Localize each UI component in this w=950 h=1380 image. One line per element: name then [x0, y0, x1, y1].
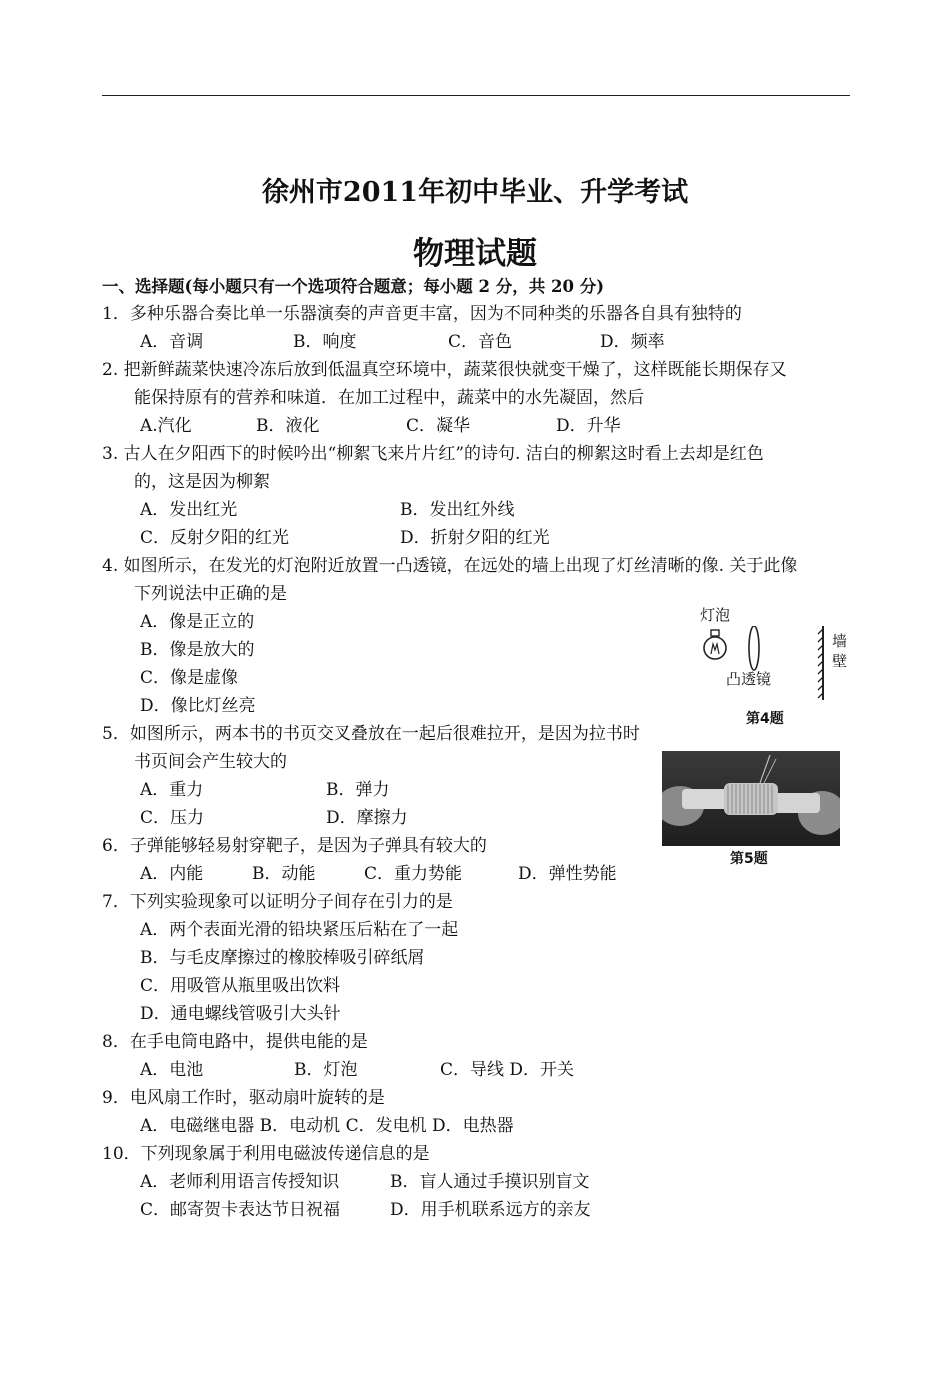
- q7-option-d: D．通电螺线管吸引大头针: [140, 1004, 341, 1024]
- q8-option-a: A．电池: [140, 1060, 204, 1080]
- q5-option-b: B．弹力: [326, 780, 390, 800]
- q3-option-d: D．折射夕阳的红光: [400, 528, 550, 548]
- q10-option-d: D．用手机联系远方的亲友: [390, 1200, 591, 1220]
- q1-stem: 1．多种乐器合奏比单一乐器演奏的声音更丰富，因为不同种类的乐器各自具有独特的: [102, 304, 742, 324]
- top-rule: [102, 95, 850, 96]
- fig4-lens-label: 凸透镜: [726, 670, 772, 688]
- q10-stem: 10．下列现象属于利用电磁波传递信息的是: [102, 1144, 430, 1164]
- q9-stem: 9．电风扇工作时，驱动扇叶旋转的是: [102, 1088, 385, 1108]
- q3-option-a: A．发出红光: [140, 500, 238, 520]
- fig4-wall-label-2: 壁: [832, 652, 848, 670]
- q6-option-b: B．动能: [252, 864, 316, 884]
- q5-option-c: C．压力: [140, 808, 205, 828]
- q4-stem-line2: 下列说法中正确的是: [134, 584, 287, 604]
- q8-option-b: B．灯泡: [294, 1060, 358, 1080]
- q7-option-b: B．与毛皮摩擦过的橡胶棒吸引碎纸屑: [140, 948, 425, 968]
- q7-stem: 7．下列实验现象可以证明分子间存在引力的是: [102, 892, 453, 912]
- q7-option-c: C．用吸管从瓶里吸出饮料: [140, 976, 341, 996]
- q6-stem: 6．子弹能够轻易射穿靶子，是因为子弹具有较大的: [102, 836, 487, 856]
- q3-stem-line1: 3. 古人在夕阳西下的时候吟出“柳絮飞来片片红”的诗句. 洁白的柳絮这时看上去却是红色: [102, 444, 764, 464]
- q4-option-b: B．像是放大的: [140, 640, 255, 660]
- q1-option-b: B．响度: [293, 332, 357, 352]
- q8-stem: 8．在手电筒电路中，提供电能的是: [102, 1032, 368, 1052]
- q2-option-b: B．液化: [256, 416, 320, 436]
- section-heading: 一、选择题(每小题只有一个选项符合题意；每小题 2 分，共 20 分): [102, 277, 605, 296]
- q8-option-cd: C．导线 D．开关: [440, 1060, 575, 1080]
- q10-option-b: B．盲人通过手摸识别盲文: [390, 1172, 590, 1192]
- wall-icon: [818, 626, 823, 700]
- bulb-icon: [704, 630, 726, 659]
- page-subtitle: 物理试题: [413, 236, 537, 272]
- q4-option-d: D．像比灯丝亮: [140, 696, 256, 716]
- q7-option-a: A．两个表面光滑的铅块紧压后粘在了一起: [140, 920, 459, 940]
- q2-option-c: C．凝华: [406, 416, 471, 436]
- q5-option-a: A．重力: [140, 780, 204, 800]
- q2-option-a: A.汽化: [140, 416, 192, 436]
- q6-option-a: A．内能: [140, 864, 204, 884]
- q1-option-d: D．频率: [600, 332, 665, 352]
- q3-stem-line2: 的，这是因为柳絮: [134, 472, 270, 492]
- convex-lens-icon: [749, 626, 759, 670]
- q2-option-d: D．升华: [556, 416, 621, 436]
- q3-option-b: B．发出红外线: [400, 500, 515, 520]
- fig5-caption: 第5题: [730, 851, 768, 867]
- q6-option-c: C．重力势能: [364, 864, 463, 884]
- q3-option-c: C．反射夕阳的红光: [140, 528, 290, 548]
- fig5-books-photo: [662, 751, 840, 846]
- q10-option-c: C．邮寄贺卡表达节日祝福: [140, 1200, 341, 1220]
- q2-stem-line1: 2. 把新鲜蔬菜快速冷冻后放到低温真空环境中，蔬菜很快就变干燥了，这样既能长期保存又: [102, 360, 787, 380]
- q1-option-c: C．音色: [448, 332, 513, 352]
- q2-stem-line2: 能保持原有的营养和味道．在加工过程中，蔬菜中的水先凝固，然后: [134, 388, 644, 408]
- q4-option-c: C．像是虚像: [140, 668, 239, 688]
- q6-option-d: D．弹性势能: [518, 864, 617, 884]
- q10-option-a: A．老师利用语言传授知识: [140, 1172, 340, 1192]
- fig4-wall-label-1: 墙: [832, 632, 848, 650]
- q1-option-a: A．音调: [140, 332, 204, 352]
- fig4-caption: 第4题: [746, 711, 784, 727]
- q9-options: A．电磁继电器 B．电动机 C．发电机 D．电热器: [140, 1116, 514, 1136]
- q5-stem-line2: 书页间会产生较大的: [134, 752, 287, 772]
- q5-option-d: D．摩擦力: [326, 808, 408, 828]
- fig4-bulb-label: 灯泡: [700, 606, 731, 624]
- fig4-optics-diagram: [696, 626, 836, 706]
- q5-stem-line1: 5．如图所示，两本书的书页交叉叠放在一起后很难拉开，是因为拉书时: [102, 724, 640, 744]
- q4-option-a: A．像是正立的: [140, 612, 255, 632]
- page-title: 徐州市2011年初中毕业、升学考试: [261, 177, 689, 208]
- q4-stem-line1: 4. 如图所示，在发光的灯泡附近放置一凸透镜，在远处的墙上出现了灯丝清晰的像. 关于此像: [102, 556, 798, 576]
